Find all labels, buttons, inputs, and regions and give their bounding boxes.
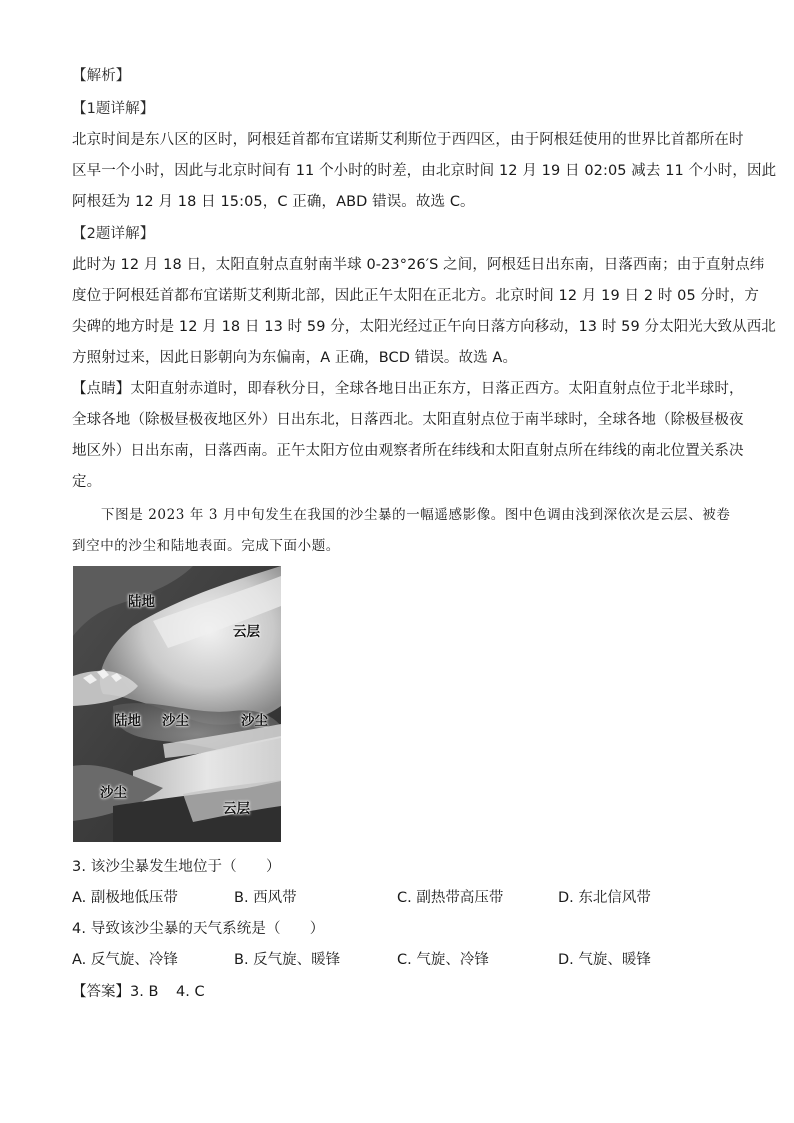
q1-detail-line: 阿根廷为 12 月 18 日 15:05，C 正确，ABD 错误。故选 C。 (72, 194, 475, 210)
q2-detail-line: 尖碑的地方时是 12 月 18 日 13 时 59 分，太阳光经过正午向日落方向移动，13 时 59 分太阳光大致从西北 (72, 319, 776, 335)
image-label-cloud-top: 云层 (233, 624, 260, 640)
q2-detail-line: 方照射过来，因此日影朝向为东偏南，A 正确，BCD 错误。故选 A。 (72, 350, 518, 366)
answer-label: 【答案】 (72, 984, 130, 1000)
q1-detail-line: 北京时间是东八区的区时，阿根廷首都布宜诺斯艾利斯位于西四区，由于阿根廷使用的世界比首都所在时 (72, 132, 744, 148)
q4-option-c: C. 气旋、冷锋 (397, 952, 489, 968)
image-label-dust-mid-left: 沙尘 (162, 713, 189, 729)
tip-line: 全球各地（除极昼极夜地区外）日出东北，日落西北。太阳直射点位于南半球时，全球各地（除极昼极夜 (72, 412, 744, 428)
q3-option-c: C. 副热带高压带 (397, 890, 504, 906)
q4-option-a: A. 反气旋、冷锋 (72, 952, 178, 968)
q3-option-d: D. 东北信风带 (558, 890, 651, 906)
image-label-land-mid: 陆地 (114, 713, 141, 729)
q2-detail-line: 此时为 12 月 18 日，太阳直射点直射南半球 0-23°26′S 之间，阿根廷日出东南，日落西南；由于直射点纬 (72, 257, 765, 273)
question-3-stem: 3. 该沙尘暴发生地位于（ ） (72, 859, 281, 875)
image-label-dust-bottom: 沙尘 (100, 785, 127, 801)
question-4-stem: 4. 导致该沙尘暴的天气系统是（ ） (72, 921, 325, 937)
image-label-cloud-bottom: 云层 (223, 801, 250, 817)
image-label-land-top: 陆地 (128, 594, 155, 610)
q2-detail-line: 度位于阿根廷首都布宜诺斯艾利斯北部，因此正午太阳在正北方。北京时间 12 月 19 日 2 时 05 分时，方 (72, 288, 759, 304)
image-label-dust-mid-right: 沙尘 (241, 713, 268, 729)
q3-option-a: A. 副极地低压带 (72, 890, 178, 906)
tip-line: 地区外）日出东南，日落西南。正午太阳方位由观察者所在纬线和太阳直射点所在纬线的南北位置关系决 (72, 443, 744, 459)
q2-detail-heading: 【2题详解】 (72, 226, 155, 242)
q1-detail-line: 区早一个小时，因此与北京时间有 11 个小时的时差，由北京时间 12 月 19 日 02:05 减去 11 个小时，因此 (72, 163, 777, 179)
tip-line: 定。 (72, 474, 102, 490)
tip-line: 【点睛】太阳直射赤道时，即春秋分日，全球各地日出正东方，日落正西方。太阳直射点位于北半球时， (72, 381, 744, 397)
q3-option-b: B. 西风带 (234, 890, 297, 906)
q4-option-d: D. 气旋、暖锋 (558, 952, 651, 968)
q4-option-b: B. 反气旋、暖锋 (234, 952, 341, 968)
answer-4: 4. C (176, 984, 205, 1000)
intro-line: 下图是 2023 年 3 月中旬发生在我国的沙尘暴的一幅遥感影像。图中色调由浅到深依次是云层、被卷 (101, 507, 731, 523)
analysis-heading: 【解析】 (72, 68, 131, 84)
q1-detail-heading: 【1题详解】 (72, 101, 155, 117)
answer-3: 3. B (130, 984, 159, 1000)
dust-storm-satellite-image (73, 566, 281, 842)
intro-line: 到空中的沙尘和陆地表面。完成下面小题。 (72, 538, 340, 554)
